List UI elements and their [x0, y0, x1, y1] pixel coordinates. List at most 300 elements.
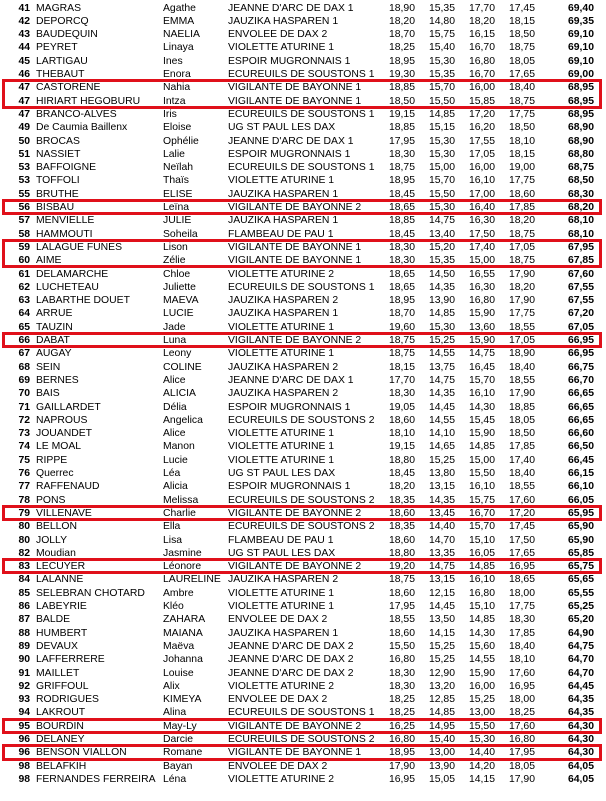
club-cell: ESPOIR MUGRONNAIS 1 [228, 401, 351, 413]
last-name-cell: DELANEY [36, 734, 85, 745]
score-1-cell: 17,70 [388, 374, 415, 386]
last-name-cell: BOURDIN [36, 720, 84, 732]
score-3-cell: 16,30 [468, 281, 495, 293]
table-row [0, 773, 606, 786]
rank-cell: 94 [18, 707, 30, 719]
total-cell: 68,80 [567, 148, 594, 160]
score-3-cell: 14,85 [468, 614, 495, 626]
score-3-cell: 15,25 [468, 694, 495, 706]
last-name-cell: LE MOAL [36, 441, 82, 453]
score-3-cell: 16,40 [468, 202, 495, 213]
rank-cell: 75 [18, 454, 30, 466]
last-name-cell: BRUTHE [36, 188, 79, 200]
total-cell: 65,85 [567, 547, 594, 559]
last-name-cell: MAILLET [36, 667, 80, 679]
total-cell: 69,40 [567, 2, 594, 14]
total-cell: 64,35 [567, 707, 594, 719]
score-1-cell: 18,50 [388, 95, 415, 107]
club-cell: FLAMBEAU DE PAU 1 [228, 228, 334, 240]
club-cell: ECUREUILS DE SOUSTONS 2 [228, 414, 375, 426]
last-name-cell: VILLENAVE [36, 507, 92, 519]
table-row [0, 95, 606, 108]
last-name-cell: LABARTHE DOUET [36, 295, 130, 307]
score-2-cell: 15,30 [428, 148, 455, 160]
score-3-cell: 16,10 [468, 481, 495, 493]
rank-cell: 47 [18, 95, 30, 107]
total-cell: 69,10 [567, 29, 594, 41]
score-3-cell: 17,05 [468, 148, 495, 160]
total-cell: 65,25 [567, 601, 594, 612]
first-name-cell: Jasmine [163, 547, 202, 559]
total-cell: 66,75 [567, 361, 594, 373]
score-2-cell: 14,55 [428, 414, 455, 426]
club-cell: ECUREUILS DE SOUSTONS 2 [228, 734, 375, 745]
table-row [0, 214, 606, 227]
table-row [0, 41, 606, 54]
last-name-cell: LECUYER [36, 561, 86, 573]
rank-cell: 93 [18, 694, 30, 706]
table-row [0, 174, 606, 187]
club-cell: VIOLETTE ATURINE 2 [228, 680, 335, 692]
total-cell: 64,70 [567, 654, 594, 666]
score-1-cell: 18,30 [388, 388, 415, 400]
last-name-cell: ARRUE [36, 308, 73, 320]
score-3-cell: 16,10 [468, 175, 495, 187]
score-3-cell: 16,05 [468, 547, 495, 559]
table-row [0, 600, 606, 613]
last-name-cell: BISBAU [36, 202, 75, 213]
score-3-cell: 16,70 [468, 507, 495, 519]
score-2-cell: 15,70 [428, 175, 455, 187]
rank-cell: 44 [18, 42, 30, 54]
score-2-cell: 12,85 [428, 694, 455, 706]
rank-cell: 82 [18, 547, 30, 559]
score-2-cell: 12,15 [428, 587, 455, 599]
total-cell: 64,30 [567, 734, 594, 745]
score-3-cell: 17,00 [468, 188, 495, 200]
score-1-cell: 18,85 [388, 82, 415, 94]
total-cell: 65,65 [567, 574, 594, 586]
score-1-cell: 18,15 [388, 361, 415, 373]
first-name-cell: Lison [163, 241, 188, 253]
score-4-cell: 17,05 [508, 241, 535, 253]
total-cell: 69,35 [567, 15, 594, 27]
score-2-cell: 13,15 [428, 481, 455, 493]
score-1-cell: 18,75 [388, 162, 415, 174]
club-cell: VIGILANTE DE BAYONNE 1 [228, 95, 362, 107]
score-4-cell: 17,05 [508, 335, 535, 346]
club-cell: VIOLETTE ATURINE 1 [228, 175, 335, 187]
score-3-cell: 15,10 [468, 601, 495, 612]
table-row [0, 15, 606, 28]
rank-cell: 77 [18, 481, 30, 493]
last-name-cell: LALANNE [36, 574, 84, 586]
table-row [0, 587, 606, 600]
score-4-cell: 18,65 [508, 574, 535, 586]
score-3-cell: 14,85 [468, 561, 495, 573]
score-4-cell: 18,50 [508, 122, 535, 134]
rank-cell: 68 [18, 361, 30, 373]
rank-cell: 79 [18, 507, 30, 519]
score-2-cell: 15,35 [428, 2, 455, 14]
score-1-cell: 18,35 [388, 521, 415, 533]
rank-cell: 69 [18, 374, 30, 386]
first-name-cell: Juliette [163, 281, 196, 293]
score-1-cell: 18,70 [388, 29, 415, 41]
club-cell: JAUZIKA HASPAREN 2 [228, 574, 339, 586]
total-cell: 68,10 [567, 215, 594, 227]
table-row [0, 121, 606, 134]
score-3-cell: 17,20 [468, 108, 495, 120]
club-cell: ESPOIR MUGRONNAIS 1 [228, 55, 351, 67]
score-1-cell: 18,60 [388, 534, 415, 546]
club-cell: ENVOLEE DE DAX 2 [228, 694, 328, 706]
score-2-cell: 14,50 [428, 268, 455, 280]
table-row [0, 135, 606, 148]
score-2-cell: 14,95 [428, 720, 455, 732]
total-cell: 65,20 [567, 614, 594, 626]
last-name-cell: NAPROUS [36, 414, 88, 426]
score-4-cell: 17,90 [508, 388, 535, 400]
score-3-cell: 16,70 [468, 42, 495, 54]
table-row [0, 108, 606, 121]
total-cell: 68,95 [567, 95, 594, 107]
score-4-cell: 18,75 [508, 42, 535, 54]
score-4-cell: 18,60 [508, 188, 535, 200]
last-name-cell: DEPORCQ [36, 15, 89, 27]
score-2-cell: 14,65 [428, 441, 455, 453]
score-2-cell: 15,15 [428, 122, 455, 134]
first-name-cell: Louise [163, 667, 194, 679]
score-4-cell: 18,75 [508, 255, 535, 267]
first-name-cell: Chloe [163, 268, 191, 280]
rank-cell: 66 [18, 335, 30, 346]
first-name-cell: Nahia [163, 82, 191, 94]
score-2-cell: 15,00 [428, 162, 455, 174]
score-1-cell: 18,30 [388, 680, 415, 692]
score-4-cell: 18,05 [508, 55, 535, 67]
club-cell: ECUREUILS DE SOUSTONS 1 [228, 108, 375, 120]
score-2-cell: 13,35 [428, 547, 455, 559]
rank-cell: 64 [18, 308, 30, 320]
rank-cell: 42 [18, 15, 30, 27]
score-2-cell: 15,25 [428, 640, 455, 652]
rank-cell: 80 [18, 521, 30, 533]
score-3-cell: 15,70 [468, 521, 495, 533]
last-name-cell: BROCAS [36, 135, 80, 147]
score-1-cell: 19,30 [388, 69, 415, 80]
score-3-cell: 16,10 [468, 574, 495, 586]
score-4-cell: 17,65 [508, 69, 535, 80]
score-2-cell: 14,70 [428, 534, 455, 546]
total-cell: 69,10 [567, 42, 594, 54]
score-1-cell: 18,30 [388, 667, 415, 679]
table-row [0, 374, 606, 387]
table-row [0, 480, 606, 493]
club-cell: VIOLETTE ATURINE 1 [228, 587, 335, 599]
score-4-cell: 17,75 [508, 601, 535, 612]
club-cell: VIOLETTE ATURINE 1 [228, 42, 335, 54]
score-1-cell: 18,85 [388, 122, 415, 134]
total-cell: 69,00 [567, 69, 594, 80]
score-2-cell: 13,75 [428, 361, 455, 373]
score-1-cell: 18,65 [388, 281, 415, 293]
club-cell: JAUZIKA HASPAREN 2 [228, 361, 339, 373]
total-cell: 64,70 [567, 667, 594, 679]
table-row [0, 467, 606, 480]
table-row [0, 693, 606, 706]
total-cell: 64,05 [567, 760, 594, 772]
score-2-cell: 15,40 [428, 734, 455, 745]
score-1-cell: 16,80 [388, 734, 415, 745]
total-cell: 68,50 [567, 175, 594, 187]
total-cell: 66,95 [567, 348, 594, 360]
rank-cell: 73 [18, 428, 30, 440]
total-cell: 66,65 [567, 414, 594, 426]
last-name-cell: RIPPE [36, 454, 68, 466]
rank-cell: 58 [18, 228, 30, 240]
score-3-cell: 18,20 [468, 15, 495, 27]
total-cell: 68,20 [567, 202, 594, 213]
score-1-cell: 18,45 [388, 228, 415, 240]
rank-cell: 85 [18, 587, 30, 599]
first-name-cell: Angelica [163, 414, 203, 426]
total-cell: 68,95 [567, 82, 594, 94]
first-name-cell: Bayan [163, 760, 193, 772]
score-1-cell: 18,60 [388, 627, 415, 639]
total-cell: 66,10 [567, 481, 594, 493]
rank-cell: 62 [18, 281, 30, 293]
rank-cell: 61 [18, 268, 30, 280]
rank-cell: 70 [18, 388, 30, 400]
total-cell: 64,35 [567, 694, 594, 706]
total-cell: 64,90 [567, 627, 594, 639]
last-name-cell: DABAT [36, 335, 70, 346]
table-row [0, 733, 606, 746]
score-1-cell: 18,95 [388, 55, 415, 67]
table-row [0, 161, 606, 174]
score-2-cell: 14,35 [428, 388, 455, 400]
score-4-cell: 17,85 [508, 441, 535, 453]
club-cell: JEANNE D'ARC DE DAX 2 [228, 654, 354, 666]
score-3-cell: 14,85 [468, 441, 495, 453]
first-name-cell: Eloise [163, 122, 192, 134]
first-name-cell: ZAHARA [163, 614, 206, 626]
score-3-cell: 15,30 [468, 734, 495, 745]
club-cell: VIOLETTE ATURINE 1 [228, 321, 335, 333]
last-name-cell: BAUDEQUIN [36, 29, 98, 41]
table-row [0, 347, 606, 360]
last-name-cell: LABEYRIE [36, 601, 87, 612]
rank-cell: 55 [18, 188, 30, 200]
club-cell: VIOLETTE ATURINE 1 [228, 428, 335, 440]
score-3-cell: 16,10 [468, 388, 495, 400]
score-1-cell: 16,80 [388, 654, 415, 666]
score-2-cell: 13,20 [428, 680, 455, 692]
score-3-cell: 16,80 [468, 295, 495, 307]
table-row [0, 746, 606, 759]
score-4-cell: 18,15 [508, 15, 535, 27]
last-name-cell: SELEBRAN CHOTARD [36, 587, 145, 599]
first-name-cell: Alix [163, 680, 180, 692]
score-4-cell: 17,75 [508, 175, 535, 187]
table-row [0, 653, 606, 666]
club-cell: JAUZIKA HASPAREN 1 [228, 15, 339, 27]
first-name-cell: Délia [163, 401, 187, 413]
first-name-cell: Ambre [163, 587, 194, 599]
table-row [0, 2, 606, 15]
rank-cell: 65 [18, 321, 30, 333]
club-cell: VIGILANTE DE BAYONNE 2 [228, 561, 362, 573]
last-name-cell: TAUZIN [36, 321, 73, 333]
score-1-cell: 18,25 [388, 42, 415, 54]
club-cell: ECUREUILS DE SOUSTONS 2 [228, 521, 375, 533]
table-row [0, 760, 606, 773]
club-cell: JAUZIKA HASPAREN 1 [228, 627, 339, 639]
score-1-cell: 18,25 [388, 694, 415, 706]
club-cell: FLAMBEAU DE PAU 1 [228, 534, 334, 546]
club-cell: ENVOLEE DE DAX 2 [228, 614, 328, 626]
score-1-cell: 18,70 [388, 308, 415, 320]
first-name-cell: Thaïs [163, 175, 189, 187]
score-1-cell: 18,60 [388, 587, 415, 599]
score-3-cell: 15,50 [468, 720, 495, 732]
last-name-cell: HUMBERT [36, 627, 88, 639]
score-4-cell: 17,75 [508, 308, 535, 320]
score-2-cell: 14,45 [428, 601, 455, 612]
score-3-cell: 17,55 [468, 135, 495, 147]
club-cell: JAUZIKA HASPAREN 1 [228, 308, 339, 320]
first-name-cell: Alicia [163, 481, 188, 493]
table-row [0, 440, 606, 453]
score-3-cell: 15,90 [468, 667, 495, 679]
rank-cell: 95 [18, 720, 30, 732]
score-3-cell: 15,75 [468, 494, 495, 506]
total-cell: 66,50 [567, 441, 594, 453]
score-2-cell: 15,75 [428, 29, 455, 41]
score-1-cell: 19,15 [388, 108, 415, 120]
score-1-cell: 18,20 [388, 481, 415, 493]
table-row [0, 573, 606, 586]
last-name-cell: CASTORENE [36, 82, 101, 94]
last-name-cell: RODRIGUES [36, 694, 99, 706]
score-4-cell: 18,05 [508, 760, 535, 772]
score-2-cell: 15,50 [428, 95, 455, 107]
rank-cell: 87 [18, 614, 30, 626]
score-2-cell: 15,35 [428, 69, 455, 80]
score-1-cell: 18,80 [388, 547, 415, 559]
table-row [0, 81, 606, 94]
score-4-cell: 18,40 [508, 361, 535, 373]
first-name-cell: Lucie [163, 454, 188, 466]
table-row [0, 294, 606, 307]
score-4-cell: 18,40 [508, 640, 535, 652]
first-name-cell: JULIE [163, 215, 192, 227]
last-name-cell: Querrec [36, 468, 74, 479]
score-4-cell: 17,45 [508, 2, 535, 14]
score-2-cell: 15,35 [428, 255, 455, 267]
score-1-cell: 17,95 [388, 135, 415, 147]
total-cell: 65,90 [567, 534, 594, 546]
score-1-cell: 18,85 [388, 215, 415, 227]
score-3-cell: 13,00 [468, 707, 495, 719]
total-cell: 64,75 [567, 640, 594, 652]
score-4-cell: 18,00 [508, 694, 535, 706]
first-name-cell: Melissa [163, 494, 199, 506]
club-cell: VIOLETTE ATURINE 2 [228, 268, 335, 280]
score-4-cell: 18,10 [508, 654, 535, 666]
score-4-cell: 18,30 [508, 614, 535, 626]
score-4-cell: 18,55 [508, 374, 535, 386]
total-cell: 65,90 [567, 521, 594, 533]
last-name-cell: BENSON VIALLON [36, 747, 127, 759]
table-row [0, 534, 606, 547]
table-row [0, 241, 606, 254]
last-name-cell: DELAMARCHE [36, 268, 109, 280]
last-name-cell: BALDE [36, 614, 71, 626]
last-name-cell: BELAFKIH [36, 760, 87, 772]
first-name-cell: Agathe [163, 2, 196, 14]
first-name-cell: Leïna [163, 202, 190, 213]
table-row [0, 414, 606, 427]
score-4-cell: 17,60 [508, 494, 535, 506]
score-1-cell: 15,50 [388, 640, 415, 652]
table-row [0, 560, 606, 573]
score-4-cell: 18,10 [508, 135, 535, 147]
total-cell: 68,75 [567, 162, 594, 174]
score-4-cell: 18,05 [508, 414, 535, 426]
club-cell: VIOLETTE ATURINE 1 [228, 454, 335, 466]
table-row [0, 228, 606, 241]
score-2-cell: 15,30 [428, 135, 455, 147]
rank-cell: 53 [18, 175, 30, 187]
table-row [0, 281, 606, 294]
rank-cell: 86 [18, 601, 30, 612]
total-cell: 67,95 [567, 241, 594, 253]
rank-cell: 78 [18, 494, 30, 506]
score-4-cell: 18,75 [508, 228, 535, 240]
score-2-cell: 13,00 [428, 747, 455, 759]
score-2-cell: 14,85 [428, 108, 455, 120]
score-2-cell: 14,75 [428, 561, 455, 573]
total-cell: 65,55 [567, 587, 594, 599]
total-cell: 65,75 [567, 561, 594, 573]
score-3-cell: 14,55 [468, 654, 495, 666]
rank-cell: 89 [18, 640, 30, 652]
score-3-cell: 14,30 [468, 401, 495, 413]
last-name-cell: GAILLARDET [36, 401, 101, 413]
total-cell: 66,65 [567, 388, 594, 400]
rank-cell: 88 [18, 627, 30, 639]
score-3-cell: 16,45 [468, 361, 495, 373]
club-cell: JAUZIKA HASPAREN 2 [228, 295, 339, 307]
score-2-cell: 15,30 [428, 55, 455, 67]
score-2-cell: 14,75 [428, 215, 455, 227]
last-name-cell: BAFFOIGNE [36, 162, 97, 174]
rank-cell: 71 [18, 401, 30, 413]
last-name-cell: BAIS [36, 388, 60, 400]
rank-cell: 47 [18, 82, 30, 94]
total-cell: 67,55 [567, 281, 594, 293]
score-2-cell: 14,85 [428, 308, 455, 320]
total-cell: 66,95 [567, 335, 594, 346]
score-3-cell: 14,30 [468, 627, 495, 639]
score-1-cell: 16,25 [388, 720, 415, 732]
score-2-cell: 15,20 [428, 241, 455, 253]
score-1-cell: 18,65 [388, 268, 415, 280]
score-3-cell: 17,40 [468, 241, 495, 253]
score-1-cell: 18,75 [388, 574, 415, 586]
